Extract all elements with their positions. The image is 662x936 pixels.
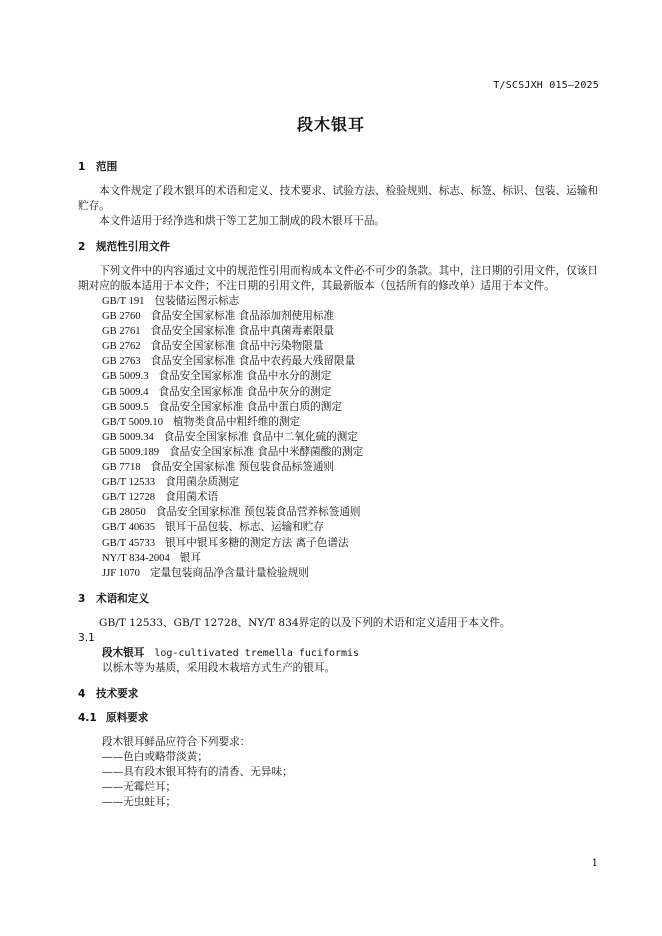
standard-code: T/SCSJXH 015—2025 (493, 80, 599, 91)
reference-title: 食品安全国家标准 食品中农药最大残留限量 (150, 355, 356, 368)
reference-item (102, 400, 598, 415)
scope-paragraph: 本文件适用于经净选和烘干等工艺加工制成的段木银耳干品。 (99, 215, 386, 227)
term-entry (78, 646, 598, 661)
section-number: 1 (78, 161, 86, 173)
reference-code: GB 5009.3 (102, 371, 149, 383)
reference-title: 食品安全国家标准 食品中灰分的测定 (158, 385, 332, 398)
section-title: 技术要求 (96, 687, 139, 700)
requirement-item: ——无霉烂耳； (102, 780, 177, 793)
reference-item (102, 294, 598, 309)
reference-title: 银耳干品包装、标志、运输和贮存 (165, 521, 324, 534)
reference-code: GB/T 40635 (102, 522, 156, 534)
section-heading-terms (78, 592, 598, 607)
reference-title: 植物类食品中粗纤维的测定 (173, 415, 301, 428)
reference-code: GB/T 12533 (102, 477, 156, 489)
reference-title: 食用菌杂质测定 (165, 476, 240, 489)
reference-code: GB 5009.5 (102, 401, 149, 413)
requirement-item: ——色白或略带淡黄； (102, 750, 208, 763)
section-title: 范围 (96, 161, 118, 173)
term-definition: 以栎木等为基质，采用段木栽培方式生产的银耳。 (102, 661, 336, 674)
term-chinese: 段木银耳 (102, 646, 145, 659)
reference-title: 食品安全国家标准 食品中真菌毒素限量 (150, 325, 335, 338)
reference-title: 食品安全国家标准 食品添加剂使用标准 (150, 310, 335, 323)
reference-code: NY/T 834-2004 (102, 552, 170, 564)
section-heading-scope (78, 160, 598, 175)
reference-code: GB 5009.34 (102, 431, 154, 443)
reference-item (102, 566, 598, 581)
reference-item (102, 415, 598, 430)
document-body (78, 160, 598, 810)
page-number: 1 (591, 858, 598, 869)
reference-code: GB/T 45733 (102, 537, 156, 549)
reference-item (102, 385, 598, 400)
reference-code: GB 2761 (102, 326, 141, 338)
reference-item (102, 475, 598, 490)
section-heading-references (78, 240, 598, 255)
reference-item (102, 536, 598, 551)
reference-code: GB 2763 (102, 356, 141, 368)
reference-item (102, 551, 598, 566)
reference-item (102, 430, 598, 445)
reference-item (102, 309, 598, 324)
reference-code: GB 2760 (102, 311, 141, 323)
term-id: 3.1 (78, 631, 95, 644)
terms-intro: GB/T 12533、GB/T 12728、NY/T 834界定的以及下列的术语和定义适用于本文件。 (99, 616, 511, 629)
reference-title: 银耳 (179, 551, 201, 564)
reference-code: GB 5009.4 (102, 386, 149, 398)
reference-item (102, 354, 598, 369)
reference-title: 食品安全国家标准 食品中米酵菌酸的测定 (169, 445, 364, 458)
reference-title: 定量包装商品净含量计量检验规则 (149, 566, 309, 579)
reference-code: GB 2762 (102, 341, 141, 353)
requirements-intro: 段木银耳鲜品应符合下列要求： (102, 735, 251, 748)
reference-item (102, 369, 598, 384)
section-title: 规范性引用文件 (96, 241, 171, 253)
reference-code: JJF 1070 (102, 567, 140, 579)
reference-item (102, 324, 598, 339)
section-title: 术语和定义 (96, 592, 149, 605)
reference-title: 包装储运图示标志 (154, 295, 240, 307)
reference-title: 食品安全国家标准 预包装食品营养标签通则 (155, 506, 361, 519)
references-intro: 下列文件中的内容通过文中的规范性引用而构成本文件必不可少的条款。其中，注日期的引用文件，仅该日期对应的版本适用于本文件；不注日期的引用文件，其最新版本（包括所有的修改单）适用于本文件。 (78, 265, 598, 292)
requirement-item: ——无虫蛀耳； (102, 796, 177, 809)
reference-item (102, 339, 598, 354)
subsection-title: 原料要求 (106, 711, 149, 724)
scope-paragraph: 本文件规定了段木银耳的术语和定义、技术要求、试验方法、检验规则、标志、标签、标识、包装、运输和贮存。 (78, 185, 598, 212)
reference-code: GB 5009.189 (102, 446, 160, 458)
reference-code: GB/T 12728 (102, 492, 156, 504)
requirements-list (78, 750, 598, 810)
section-number: 4 (78, 687, 86, 700)
reference-item (102, 505, 598, 520)
document-title: 段木银耳 (296, 115, 365, 134)
reference-item (102, 520, 598, 535)
reference-title: 食品安全国家标准 食品中污染物限量 (150, 340, 324, 353)
section-heading-technical (78, 687, 598, 702)
reference-title: 银耳中银耳多糖的测定方法 离子色谱法 (165, 536, 349, 549)
section-number: 2 (78, 241, 86, 253)
requirement-item: ——具有段木银耳特有的清香、无异味； (102, 765, 293, 778)
subsection-number: 4.1 (78, 711, 97, 724)
section-number: 3 (78, 592, 86, 605)
term-english: log-cultivated tremella fuciformis (154, 647, 360, 659)
reference-code: GB/T 191 (102, 296, 145, 307)
subsection-heading-raw-material (78, 711, 598, 726)
reference-title: 食品安全国家标准 食品中蛋白质的测定 (158, 400, 342, 413)
reference-item (102, 460, 598, 475)
reference-code: GB 7718 (102, 462, 141, 474)
reference-title: 食品安全国家标准 食品中水分的测定 (158, 370, 332, 383)
reference-title: 食品安全国家标准 预包装食品标签通则 (150, 461, 335, 474)
reference-title: 食品安全国家标准 食品中二氧化硫的测定 (163, 430, 358, 443)
reference-title: 食用菌术语 (165, 491, 219, 504)
reference-item (102, 445, 598, 460)
reference-code: GB/T 5009.10 (102, 416, 164, 428)
reference-item (102, 490, 598, 505)
reference-code: GB 28050 (102, 507, 146, 519)
reference-list (78, 294, 598, 581)
